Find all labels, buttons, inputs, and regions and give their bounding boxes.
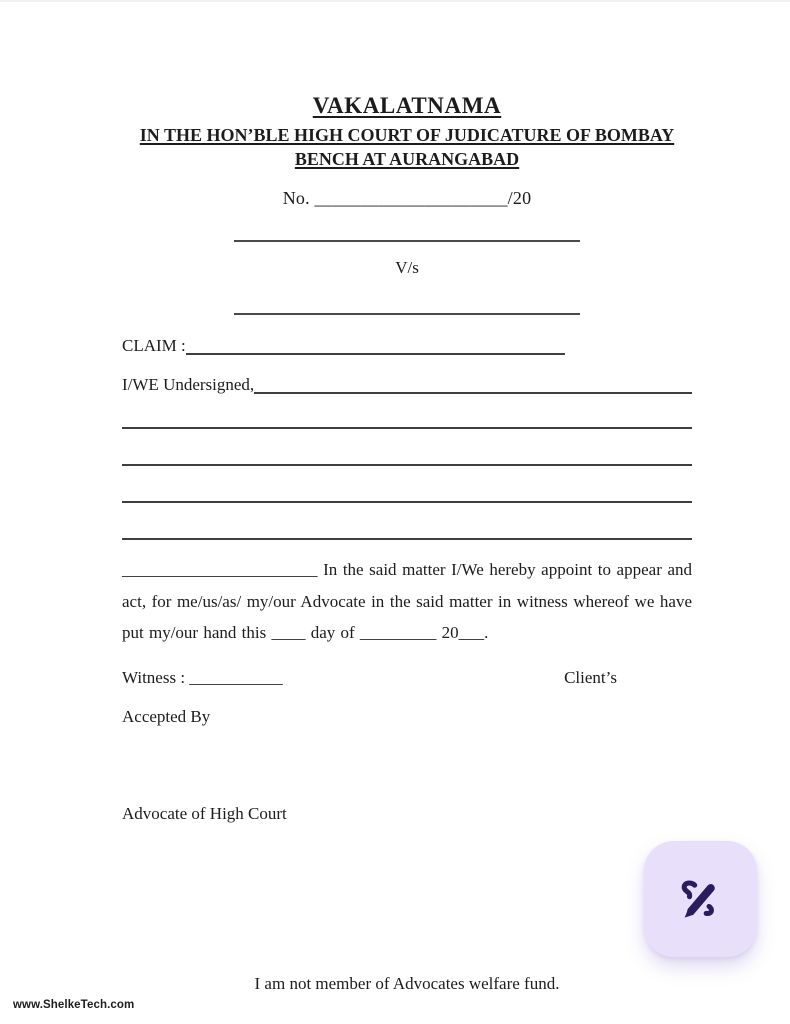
respondent-blank-line <box>234 313 580 315</box>
claim-blank-line <box>186 353 565 355</box>
blank-line <box>122 427 692 429</box>
undersigned-blank-line <box>254 392 692 394</box>
case-number-line: No. _____________________/20 <box>282 188 532 208</box>
undersigned-field <box>122 374 692 396</box>
claim-field <box>122 335 565 357</box>
signature-pen-icon <box>678 876 724 922</box>
claim-label: CLAIM : <box>122 336 186 355</box>
vakalatnama-document <box>122 92 692 995</box>
welfare-fund-note: I am not member of Advocates welfare fund. <box>254 973 560 993</box>
website-watermark: www.ShelkeTech.com <box>13 999 135 1011</box>
signature-labels-row <box>122 667 692 689</box>
petitioner-blank-line <box>234 240 580 242</box>
document-title: VAKALATNAMA <box>312 93 502 118</box>
blank-line <box>122 464 692 466</box>
appointment-paragraph: _______________________ In the said matter I/We hereby appoint to appear and act, for me/us/as/ my/our Advocate in the said matter in witness whereof we have put my/our hand this ____ day of _________ 20___. <box>122 560 692 642</box>
accepted-by-label: Accepted By <box>122 706 211 726</box>
court-name-line2: BENCH AT AURANGABAD <box>294 149 520 169</box>
signature-button[interactable] <box>644 841 757 957</box>
versus-label: V/s <box>395 258 419 277</box>
blank-line <box>122 501 692 503</box>
court-name-line1: IN THE HON’BLE HIGH COURT OF JUDICATURE OF BOMBAY <box>139 125 675 145</box>
witness-line: Witness : ___________ <box>122 667 283 687</box>
blank-line <box>122 538 692 540</box>
undersigned-label: I/WE Undersigned, <box>122 375 255 394</box>
clients-label: Client’s <box>564 667 617 687</box>
advocate-of-high-court-label: Advocate of High Court <box>122 803 287 823</box>
